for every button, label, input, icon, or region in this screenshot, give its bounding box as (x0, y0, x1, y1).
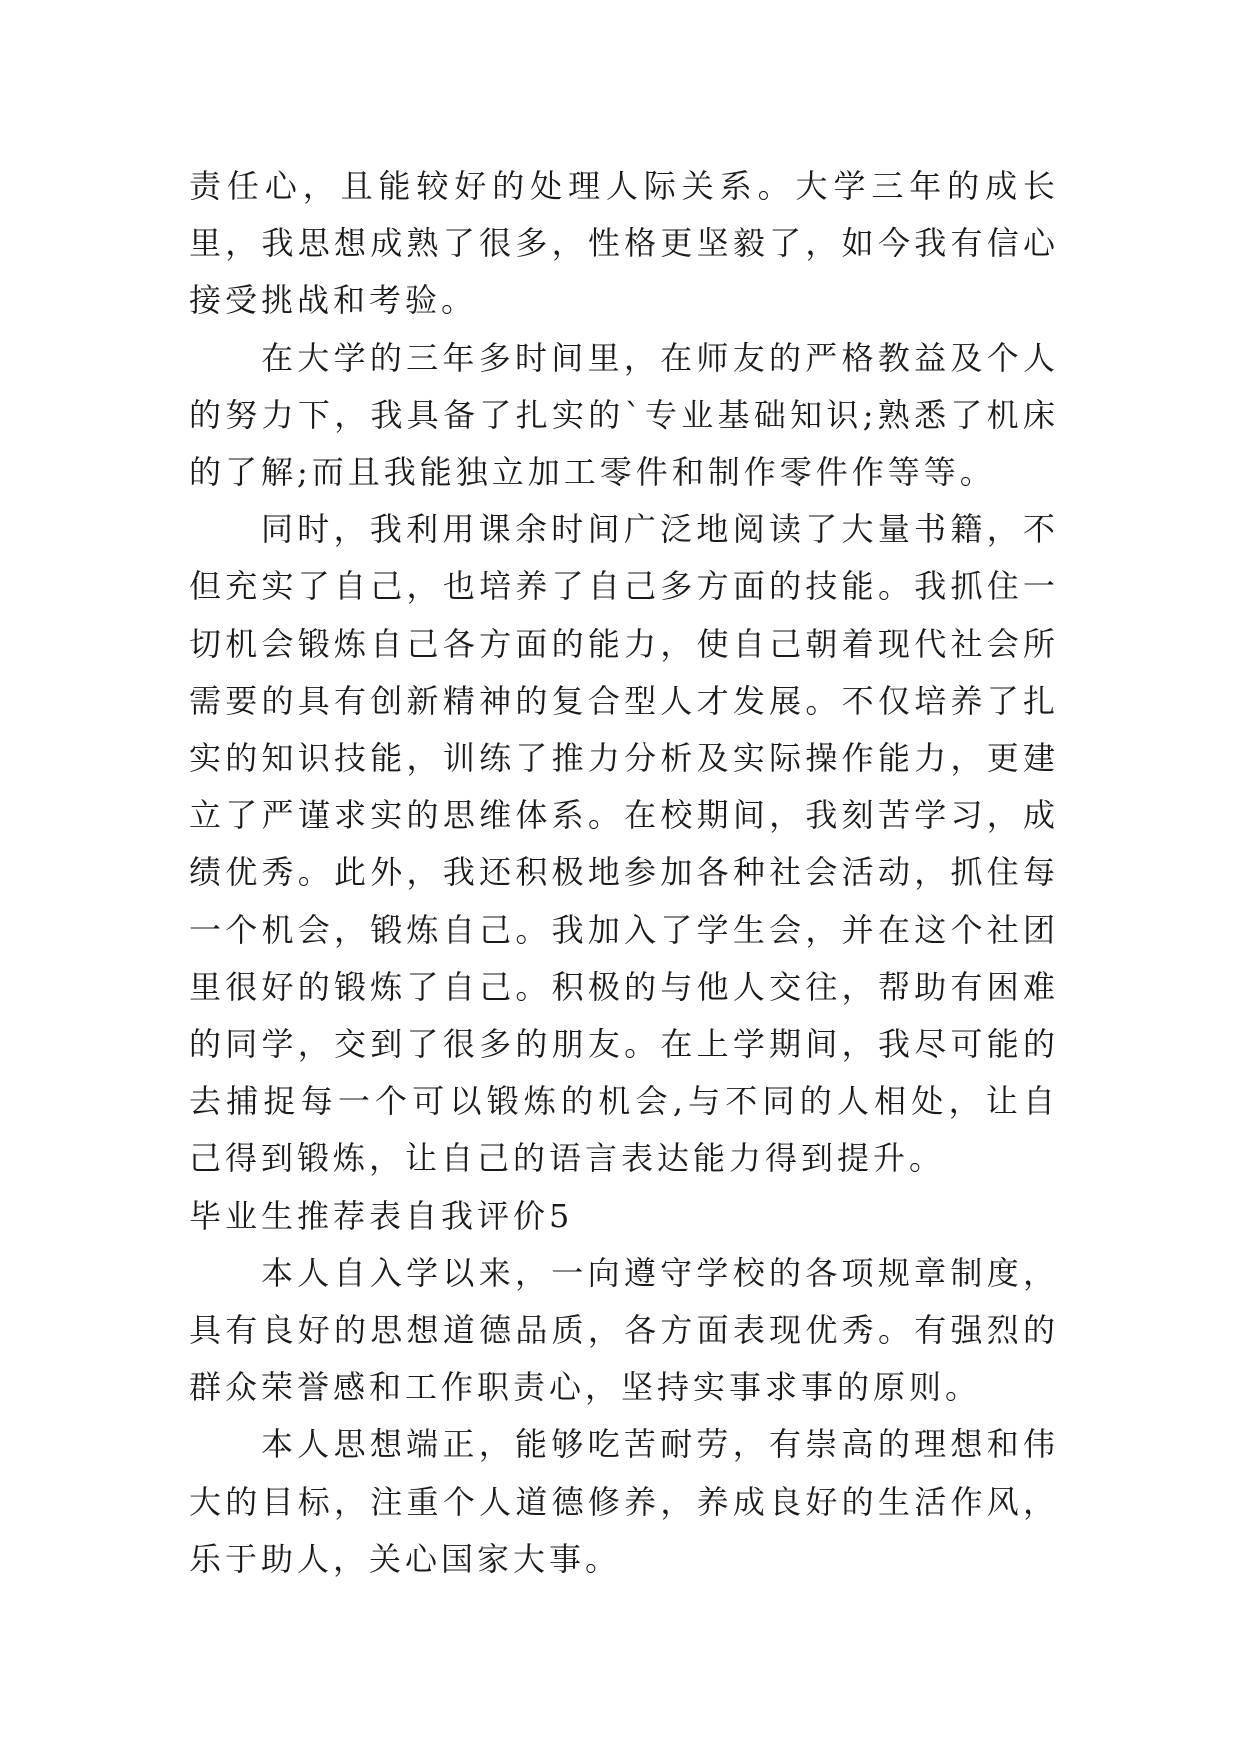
paragraph-character: 本人思想端正，能够吃苦耐劳，有崇高的理想和伟大的目标，注重个人道德修养，养成良好的生活作风，乐于助人，关心国家大事。 (189, 1425, 1059, 1578)
section-heading: 毕业生推荐表自我评价5 (189, 1196, 574, 1235)
paragraph-continuation: 责任心，且能较好的处理人际关系。大学三年的成长里，我思想成熟了很多，性格更坚毅了，如今我有信心接受挑战和考验。 (189, 167, 1059, 320)
paragraph-conduct: 本人自入学以来，一向遵守学校的各项规章制度，具有良好的思想道德品质，各方面表现优秀。有强烈的群众荣誉感和工作职责心，坚持实事求事的原则。 (189, 1253, 1059, 1407)
paragraph-professional-skills: 在大学的三年多时间里，在师友的严格教益及个人的努力下，我具备了扎实的`专业基础知识;熟悉了机床的了解;而且我能独立加工零件和制作零件作等等。 (189, 338, 1059, 492)
document-body (189, 158, 1059, 1588)
paragraph-self-development: 同时，我利用课余时间广泛地阅读了大量书籍，不但充实了自己，也培养了自己多方面的技能。我抓住一切机会锻炼自己各方面的能力，使自己朝着现代社会所需要的具有创新精神的复合型人才发展。不仅培养了扎实的知识技能，训练了推力分析及实际操作能力，更建立了严谨求实的思维体系。在校期间，我刻苦学习，成绩优秀。此外，我还积极地参加各种社会活动，抓住每一个机会，锻炼自己。我加入了学生会，并在这个社团里很好的锻炼了自己。积极的与他人交往，帮助有困难的同学，交到了很多的朋友。在上学期间，我尽可能的去捕捉每一个可以锻炼的机会,与不同的人相处，让自己得到锻炼，让自己的语言表达能力得到提升。 (189, 510, 1059, 1178)
